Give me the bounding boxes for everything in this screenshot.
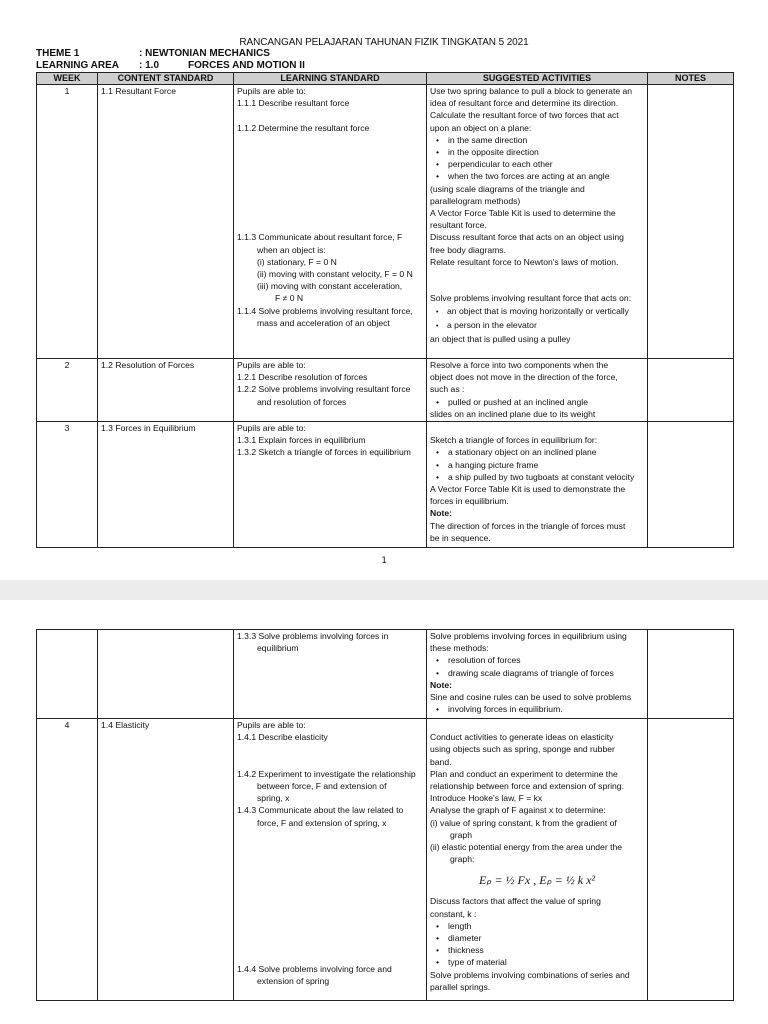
ls-line: extension of spring <box>257 976 330 987</box>
suggested-activities-cell <box>427 630 648 719</box>
activity-line: Sketch a triangle of forces in equilibrium for: <box>430 435 598 446</box>
activity-line: Resolve a force into two components when the <box>430 360 609 370</box>
activity-line: Introduce Hooke's law, F = kx <box>430 793 543 804</box>
activity-bullet: • a hanging picture frame <box>430 459 644 471</box>
header-content-standard: CONTENT STANDARD <box>98 73 234 85</box>
ls-line: 1.3.3 Solve problems involving forces in <box>237 631 389 641</box>
ls-line: Pupils are able to: <box>237 720 306 730</box>
ls-line: 1.3.2 Sketch a triangle of forces in equilibrium <box>237 447 411 458</box>
notes-cell <box>648 85 734 359</box>
table-header-row <box>37 73 734 85</box>
ls-line: F ≠ 0 N <box>275 293 304 304</box>
note-label: Note: <box>430 508 452 519</box>
content-standard-cell: 1.1 Resultant Force <box>98 85 234 359</box>
ls-line: when an object is: <box>257 244 326 255</box>
activity-line: resultant force. <box>430 220 487 231</box>
document-title: RANCANGAN PELAJARAN TAHUNAN FIZIK TINGKATAN 5 2021 <box>239 37 529 48</box>
ls-line: between force, F and extension of <box>257 780 387 791</box>
lesson-plan-table-page-2 <box>36 629 734 1001</box>
activity-bullet: • in the opposite direction <box>430 146 644 158</box>
ls-line: 1.4.1 Describe elasticity <box>237 732 328 743</box>
table-row <box>37 85 734 359</box>
activity-line: Discuss factors that affect the value of spring <box>430 896 601 907</box>
ls-line: 1.2.2 Solve problems involving resultant force <box>237 384 411 395</box>
activity-line: an object that is pulled using a pulley <box>430 334 571 345</box>
ls-line: 1.1.1 Describe resultant force <box>237 98 350 109</box>
note-label: Note: <box>430 679 452 690</box>
activity-line: such as : <box>430 384 465 395</box>
page-number: 1 <box>381 556 387 566</box>
activity-line: be in sequence. <box>430 532 491 543</box>
learning-standard-cell <box>234 630 427 719</box>
activity-line: slides on an inclined plane due to its weight <box>430 408 596 419</box>
activity-line: graph: <box>450 854 475 865</box>
activity-bullet: • pulled or pushed at an inclined angle <box>430 396 644 408</box>
suggested-activities-cell <box>427 359 648 422</box>
ls-line: and resolution of forces <box>257 396 347 407</box>
content-standard-cell: 1.4 Elasticity <box>98 719 234 1001</box>
ls-line: 1.1.4 Solve problems involving resultant force, <box>237 305 413 316</box>
elastic-potential-energy-formula: Eₚ = ½ Fx , Eₚ = ½ k x² <box>478 873 596 888</box>
content-standard-cell: 1.3 Forces in Equilibrium <box>98 422 234 548</box>
activity-line: Solve problems involving forces in equilibrium using <box>430 631 627 641</box>
activity-bullet: • thickness <box>430 944 644 956</box>
activity-line: Discuss resultant force that acts on an object using <box>430 232 624 243</box>
header-suggested-activities: SUGGESTED ACTIVITIES <box>427 73 648 85</box>
activity-line: Solve problems involving resultant force that acts on: <box>430 293 632 304</box>
activity-line: A Vector Force Table Kit is used to demonstrate the <box>430 484 626 494</box>
activity-bullet: • in the same direction <box>430 134 644 146</box>
header-week: WEEK <box>37 73 98 85</box>
activity-bullet: • length <box>430 920 644 932</box>
activity-line: (i) value of spring constant, k from the gradient of <box>430 817 617 828</box>
activity-line: free body diagrams. <box>430 244 506 255</box>
content-standard-cell: 1.2 Resolution of Forces <box>98 359 234 422</box>
activity-bullet: • drawing scale diagrams of triangle of forces <box>430 667 644 679</box>
learning-standard-cell <box>234 719 427 1001</box>
learning-area-value: FORCES AND MOTION II <box>188 60 305 71</box>
ls-line: (i) stationary, F = 0 N <box>257 256 337 267</box>
activity-line: Sine and cosine rules can be used to solve problems <box>430 692 632 703</box>
activity-bullet: • a stationary object on an inclined plane <box>430 446 644 458</box>
ls-line: (ii) moving with constant velocity, F = 0 N <box>257 268 413 279</box>
activity-bullet: • type of material <box>430 956 644 968</box>
activity-bullet: • an object that is moving horizontally or vertically <box>430 305 644 319</box>
ls-line: 1.4.3 Communicate about the law related to <box>237 805 404 816</box>
ls-line: Pupils are able to: <box>237 423 306 433</box>
activity-line: parallel springs. <box>430 981 491 992</box>
activity-line: Conduct activities to generate ideas on elasticity <box>430 732 614 743</box>
activity-bullet: • a ship pulled by two tugboats at constant velocity <box>430 471 644 483</box>
ls-line: Pupils are able to: <box>237 360 306 370</box>
notes-cell <box>648 422 734 548</box>
content-standard-cell <box>98 630 234 719</box>
table-row <box>37 719 734 1001</box>
activity-bullet: • involving forces in equilibrium. <box>430 703 644 715</box>
week-cell: 4 <box>37 719 98 1001</box>
ls-line: spring, x <box>257 793 290 804</box>
learning-area-number: : 1.0 <box>139 60 160 71</box>
activity-line: graph <box>450 829 472 840</box>
activity-bullet: • diameter <box>430 932 644 944</box>
activity-line: parallelogram methods) <box>430 195 521 206</box>
theme-label: THEME 1 <box>36 48 80 59</box>
activity-line: idea of resultant force and determine its direction. <box>430 98 619 109</box>
ls-line: 1.4.2 Experiment to investigate the relationship <box>237 768 416 779</box>
activity-line: upon an object on a plane: <box>430 122 532 133</box>
suggested-activities-cell <box>427 422 648 548</box>
activity-bullet: • resolution of forces <box>430 654 644 666</box>
suggested-activities-cell <box>427 85 648 359</box>
learning-standard-cell <box>234 422 427 548</box>
activity-bullet: • when the two forces are acting at an angle <box>430 170 644 182</box>
activity-line: (ii) elastic potential energy from the area under the <box>430 842 623 853</box>
lesson-plan-table-page-1 <box>36 72 734 548</box>
activity-line: Calculate the resultant force of two forces that act <box>430 110 619 121</box>
learning-standard-cell <box>234 359 427 422</box>
activity-line: Analyse the graph of F against x to determine: <box>430 805 606 816</box>
ls-line: (iii) moving with constant acceleration, <box>257 281 403 292</box>
header-learning-standard: LEARNING STANDARD <box>234 73 427 85</box>
activity-bullet: • perpendicular to each other <box>430 158 644 170</box>
ls-line: 1.4.4 Solve problems involving force and <box>237 963 392 974</box>
week-cell: 3 <box>37 422 98 548</box>
ls-line: 1.3.1 Explain forces in equilibrium <box>237 435 366 446</box>
activity-line: Use two spring balance to pull a block to generate an <box>430 86 633 96</box>
activity-line: using objects such as spring, sponge and rubber <box>430 744 615 755</box>
activity-line: forces in equilibrium. <box>430 496 509 507</box>
activity-line: A Vector Force Table Kit is used to determine the <box>430 208 616 219</box>
learning-area-label: LEARNING AREA <box>36 60 119 71</box>
ls-line: equilibrium <box>257 643 299 654</box>
activity-line: these methods: <box>430 643 489 654</box>
ls-line: 1.1.2 Determine the resultant force <box>237 122 370 133</box>
table-row <box>37 359 734 422</box>
activity-line: Plan and conduct an experiment to determine the <box>430 768 618 779</box>
activity-line: (using scale diagrams of the triangle and <box>430 183 585 194</box>
notes-cell <box>648 719 734 1001</box>
document-page-2 <box>0 600 768 1024</box>
table-row <box>37 422 734 548</box>
activity-bullet: • a person in the elevator <box>430 319 644 333</box>
header-notes: NOTES <box>648 73 734 85</box>
activity-line: relationship between force and extension of spring. <box>430 781 624 791</box>
ls-line: mass and acceleration of an object <box>257 317 390 328</box>
activity-line: band. <box>430 756 452 767</box>
activity-line: constant, k : <box>430 908 477 919</box>
notes-cell <box>648 630 734 719</box>
table-row <box>37 630 734 719</box>
ls-line: Pupils are able to: <box>237 86 306 96</box>
learning-standard-cell <box>234 85 427 359</box>
activity-line: Relate resultant force to Newton's laws of motion. <box>430 256 619 267</box>
notes-cell <box>648 359 734 422</box>
activity-line: The direction of forces in the triangle of forces must <box>430 520 626 531</box>
activity-line: Solve problems involving combinations of series and <box>430 969 630 980</box>
theme-value: : NEWTONIAN MECHANICS <box>139 48 270 59</box>
ls-line: 1.1.3 Communicate about resultant force, F <box>237 232 403 243</box>
ls-line: 1.2.1 Describe resolution of forces <box>237 372 368 383</box>
week-cell <box>37 630 98 719</box>
ls-line: force, F and extension of spring, x <box>257 817 387 828</box>
suggested-activities-cell <box>427 719 648 1001</box>
activity-line: object does not move in the direction of the force, <box>430 372 618 383</box>
week-cell: 1 <box>37 85 98 359</box>
week-cell: 2 <box>37 359 98 422</box>
